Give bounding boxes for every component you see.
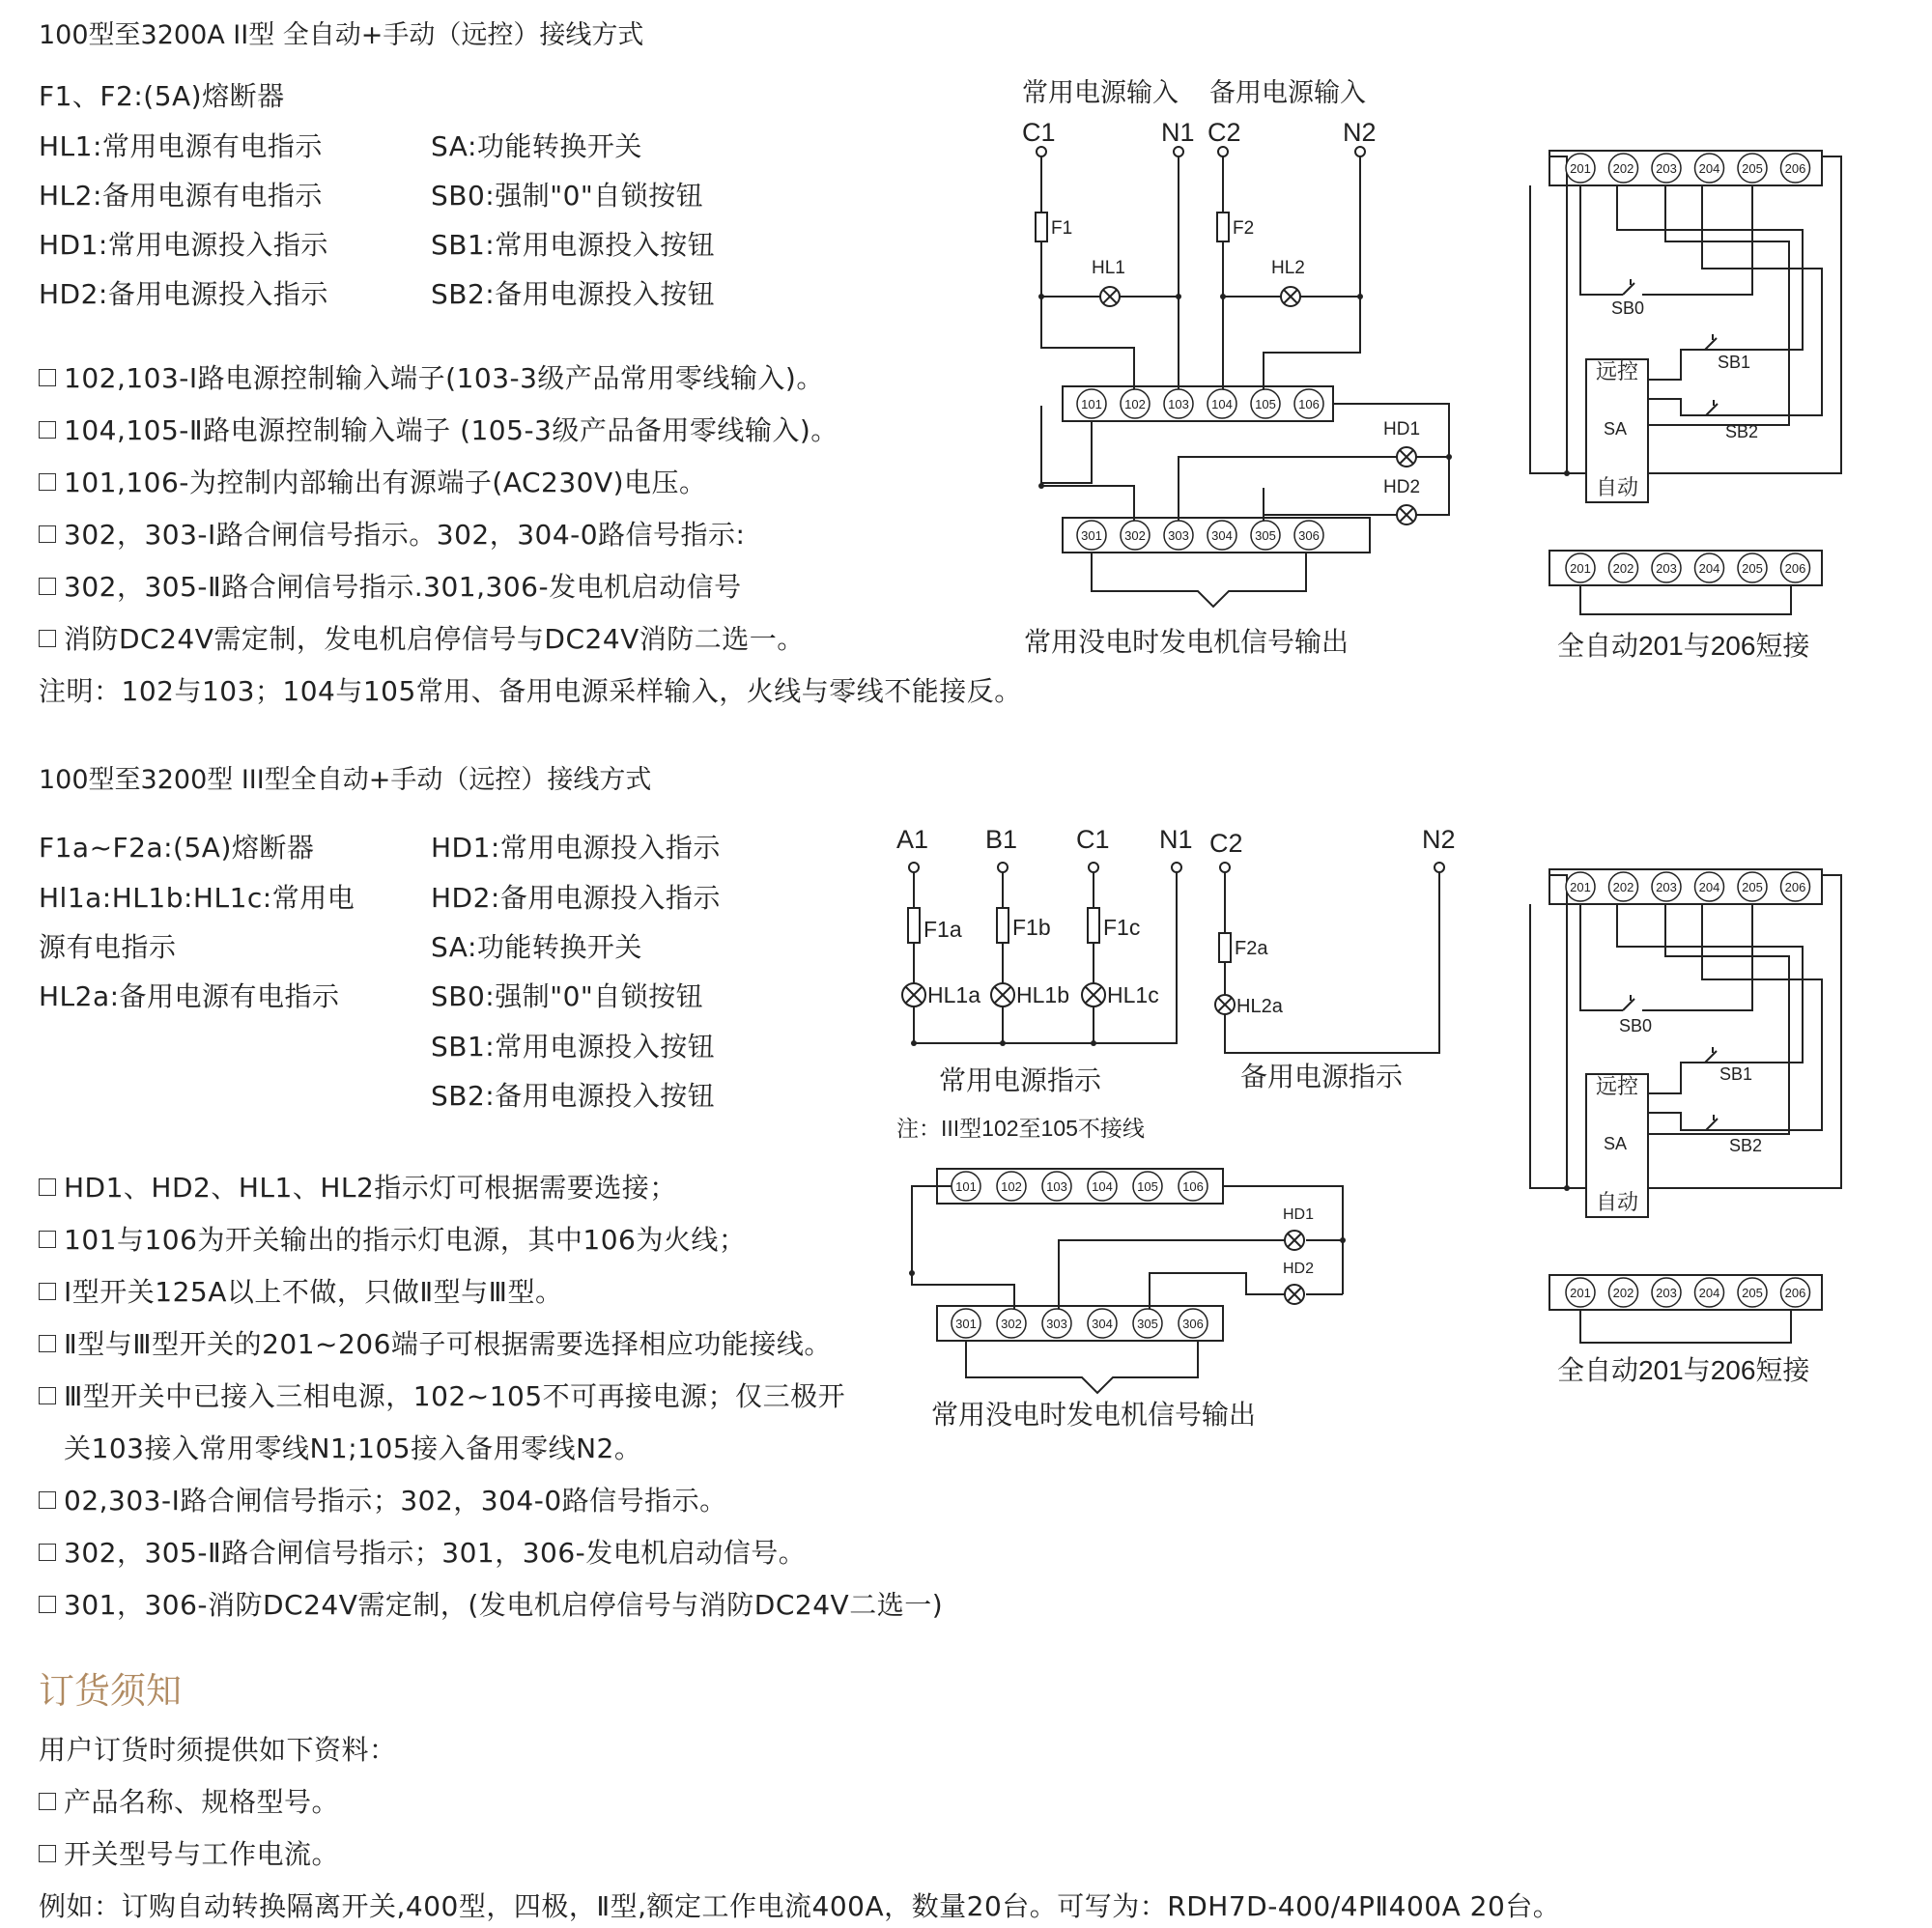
- diagram2-note: 注：III型102至105不接线: [896, 1116, 1145, 1141]
- control-label: 自动: [1596, 475, 1639, 499]
- terminal-label: 205: [1742, 561, 1763, 576]
- control-label: 自动: [1596, 1190, 1639, 1214]
- section1-title: 100型至3200A II型 全自动+手动（远控）接线方式: [39, 20, 644, 50]
- legend-item: SB2:备用电源投入按钮: [431, 278, 716, 310]
- terminal-label: 205: [1742, 880, 1763, 894]
- note-item: 02,303-Ⅰ路合闸信号指示；302，304-0路信号指示。: [39, 1480, 727, 1518]
- order-example: 例如：订购自动转换隔离开关,400型，四极，Ⅱ型,额定工作电流400A，数量20台。可写为：RDH7D-400/4PⅡ400A 20台。: [39, 1890, 1561, 1922]
- legend-item: SA:功能转换开关: [431, 130, 642, 162]
- note-item: 104,105-Ⅱ路电源控制输入端子 (105-3级产品备用零线输入)。: [39, 410, 838, 448]
- note-item: 101,106-为控制内部输出有源端子(AC230V)电压。: [39, 462, 707, 500]
- input-label: C1: [1022, 118, 1056, 147]
- terminal-label: 101: [1081, 397, 1102, 411]
- fuse-label: F2: [1233, 218, 1255, 239]
- legend-item: SB1:常用电源投入按钮: [431, 229, 716, 261]
- lamp-label: HL1a: [927, 982, 980, 1007]
- lamp-icon: [1285, 1231, 1304, 1250]
- control-label: SB1: [1719, 1064, 1753, 1084]
- fuse-label: F1c: [1103, 915, 1141, 940]
- terminal-label: 201: [1570, 561, 1591, 576]
- lamp-label: HL1b: [1016, 982, 1069, 1007]
- lamp-icon: [1215, 995, 1235, 1014]
- terminal-label: 204: [1698, 161, 1720, 176]
- legend-item: SB2:备用电源投入按钮: [431, 1080, 716, 1112]
- lamp-icon: [1100, 287, 1120, 306]
- legend-item: 源有电指示: [39, 931, 177, 963]
- terminal-label: 103: [1168, 397, 1189, 411]
- note-item: 302，305-Ⅱ路合闸信号指示.301,306-发电机启动信号: [39, 566, 742, 605]
- terminal-label: 102: [1124, 397, 1146, 411]
- terminal-label: 106: [1298, 397, 1320, 411]
- legend-item: F1、F2:(5A)熔断器: [39, 80, 285, 112]
- terminal-label: 203: [1656, 1286, 1677, 1300]
- terminal-label: 101: [955, 1179, 977, 1194]
- order-item: 产品名称、规格型号。: [39, 1781, 339, 1820]
- note-item: 302，305-Ⅱ路合闸信号指示；301，306-发电机启动信号。: [39, 1532, 806, 1571]
- legend-item: SB1:常用电源投入按钮: [431, 1031, 716, 1063]
- terminal-label: 104: [1211, 397, 1233, 411]
- terminal-label: 105: [1137, 1179, 1158, 1194]
- note-item: Ⅱ型与Ⅲ型开关的201~206端子可根据需要选择相应功能接线。: [39, 1323, 832, 1362]
- input-label: C2: [1209, 829, 1243, 858]
- note-item: 102,103-Ⅰ路电源控制输入端子(103-3级产品常用零线输入)。: [39, 357, 824, 396]
- terminal-label: 306: [1298, 528, 1320, 543]
- terminal-label: 205: [1742, 1286, 1763, 1300]
- terminal-label: 103: [1046, 1179, 1067, 1194]
- note-item: 消防DC24V需定制，发电机启停信号与DC24V消防二选一。: [39, 618, 805, 657]
- terminal-label: 102: [1001, 1179, 1022, 1194]
- diagram2-caption: 常用没电时发电机信号输出: [931, 1400, 1257, 1430]
- terminal-label: 106: [1182, 1179, 1204, 1194]
- terminal-label: 301: [1081, 528, 1102, 543]
- terminal-label: 306: [1182, 1317, 1204, 1331]
- legend-item: HD2:备用电源投入指示: [431, 882, 721, 914]
- terminal-label: 204: [1698, 1286, 1720, 1300]
- legend-item: SB0:强制"0"自锁按钮: [431, 180, 704, 212]
- terminal-label: 203: [1656, 561, 1677, 576]
- note-item: 101与106为开关输出的指示灯电源，其中106为火线；: [39, 1219, 746, 1258]
- input-label: N2: [1422, 825, 1456, 854]
- terminal-label: 202: [1612, 1286, 1634, 1300]
- terminal-label: 206: [1784, 161, 1806, 176]
- terminal-label: 304: [1211, 528, 1233, 543]
- terminal-label: 302: [1001, 1317, 1022, 1331]
- fuse-label: F1b: [1012, 915, 1051, 940]
- terminal-label: 202: [1612, 880, 1634, 894]
- diagram2-label-common: 常用电源指示: [939, 1065, 1102, 1095]
- control-label: 远控: [1596, 359, 1639, 383]
- input-label: A1: [896, 825, 929, 854]
- note-item: Ⅲ型开关中已接入三相电源，102~105不可再接电源；仅三极开: [39, 1375, 845, 1414]
- order-intro: 用户订货时须提供如下资料：: [39, 1734, 397, 1766]
- terminal-label: 206: [1784, 561, 1806, 576]
- terminal-label: 301: [955, 1317, 977, 1331]
- legend-item: HL2:备用电源有电指示: [39, 180, 323, 212]
- control-label: SB2: [1729, 1136, 1763, 1155]
- lamp-icon: [902, 983, 925, 1007]
- legend-item: HL1:常用电源有电指示: [39, 130, 323, 162]
- note-item: 关103接入常用零线N1;105接入备用零线N2。: [64, 1432, 642, 1464]
- input-label: B1: [985, 825, 1018, 854]
- lamp-label: HL2: [1271, 258, 1305, 278]
- terminal-label: 204: [1698, 880, 1720, 894]
- input-label: N1: [1161, 118, 1195, 147]
- lamp-icon: [1082, 983, 1105, 1007]
- terminal-label: 202: [1612, 561, 1634, 576]
- legend-item: HD2:备用电源投入指示: [39, 278, 328, 310]
- lamp-label: HD2: [1283, 1261, 1315, 1277]
- control-label: SA: [1604, 1134, 1628, 1153]
- lamp-icon: [1285, 1285, 1304, 1304]
- legend-item: HD1:常用电源投入指示: [39, 229, 328, 261]
- note-item: I型开关125A以上不做，只做Ⅱ型与Ⅲ型。: [39, 1271, 562, 1310]
- note-item: HD1、HD2、HL1、HL2指示灯可根据需要选接；: [39, 1167, 677, 1205]
- lamp-label: HL1c: [1107, 982, 1159, 1007]
- lamp-label: HL2a: [1236, 996, 1283, 1017]
- lamp-icon: [1281, 287, 1300, 306]
- terminal-label: 302: [1124, 528, 1146, 543]
- lamp-label: HL1: [1092, 258, 1125, 278]
- lamp-icon: [1397, 447, 1416, 467]
- terminal-label: 206: [1784, 880, 1806, 894]
- terminal-label: 205: [1742, 161, 1763, 176]
- terminal-label: 201: [1570, 161, 1591, 176]
- legend-item: HD1:常用电源投入指示: [431, 832, 721, 864]
- control1-caption: 全自动201与206短接: [1557, 631, 1810, 661]
- terminal-label: 303: [1168, 528, 1189, 543]
- input-label: N2: [1343, 118, 1377, 147]
- legend-item: Hl1a:HL1b:HL1c:常用电: [39, 882, 355, 914]
- lamp-label: HD2: [1383, 477, 1421, 497]
- terminal-label: 206: [1784, 1286, 1806, 1300]
- terminal-label: 203: [1656, 880, 1677, 894]
- diagram2-label-backup: 备用电源指示: [1240, 1062, 1404, 1092]
- order-title: 订货须知: [39, 1670, 182, 1712]
- fuse-label: F1a: [923, 917, 962, 942]
- order-item: 开关型号与工作电流。: [39, 1833, 339, 1872]
- control-label: SA: [1604, 419, 1628, 439]
- lamp-label: HD1: [1283, 1206, 1315, 1223]
- legend-item: HL2a:备用电源有电指示: [39, 980, 340, 1012]
- note-item: 301，306-消防DC24V需定制，(发电机启停信号与消防DC24V二选一): [39, 1584, 943, 1623]
- terminal-label: 105: [1255, 397, 1276, 411]
- control2-caption: 全自动201与206短接: [1557, 1355, 1810, 1385]
- terminal-label: 203: [1656, 161, 1677, 176]
- diagram1-header-common: 常用电源输入: [1022, 78, 1179, 107]
- control-label: SB0: [1611, 298, 1645, 318]
- terminal-label: 304: [1092, 1317, 1113, 1331]
- legend-item: SB0:强制"0"自锁按钮: [431, 980, 704, 1012]
- section1-remark: 注明：102与103；104与105常用、备用电源采样输入，火线与零线不能接反。: [39, 675, 1022, 707]
- section2-title: 100型至3200型 III型全自动+手动（远控）接线方式: [39, 765, 652, 795]
- terminal-label: 201: [1570, 880, 1591, 894]
- input-label: C2: [1208, 118, 1241, 147]
- control-label: SB0: [1619, 1016, 1653, 1035]
- legend-item: F1a~F2a:(5A)熔断器: [39, 832, 315, 864]
- terminal-label: 303: [1046, 1317, 1067, 1331]
- fuse-label: F1: [1051, 218, 1073, 239]
- terminal-label: 305: [1137, 1317, 1158, 1331]
- control-label: 远控: [1596, 1074, 1639, 1098]
- terminal-label: 201: [1570, 1286, 1591, 1300]
- terminal-label: 104: [1092, 1179, 1113, 1194]
- control-label: SB2: [1725, 422, 1759, 441]
- diagram1-caption: 常用没电时发电机信号输出: [1024, 627, 1350, 657]
- input-label: C1: [1076, 825, 1110, 854]
- control-label: SB1: [1718, 353, 1751, 372]
- lamp-icon: [1397, 505, 1416, 525]
- diagram1-header-backup: 备用电源输入: [1209, 78, 1366, 107]
- terminal-label: 204: [1698, 561, 1720, 576]
- note-item: 302，303-Ⅰ路合闸信号指示。302，304-0路信号指示:: [39, 514, 746, 553]
- terminal-label: 202: [1612, 161, 1634, 176]
- terminal-label: 305: [1255, 528, 1276, 543]
- lamp-label: HD1: [1383, 419, 1421, 439]
- fuse-label: F2a: [1235, 938, 1268, 959]
- lamp-icon: [991, 983, 1014, 1007]
- input-label: N1: [1159, 825, 1193, 854]
- legend-item: SA:功能转换开关: [431, 931, 642, 963]
